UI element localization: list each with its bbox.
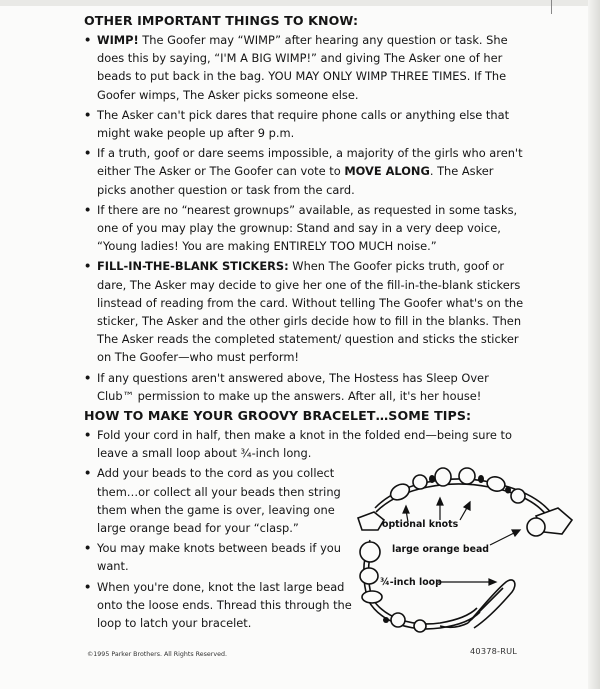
list-item-finish xyxy=(84,578,352,633)
large-orange-bead xyxy=(527,518,545,536)
loop-label: ¾-inch loop xyxy=(380,577,442,588)
bead xyxy=(360,568,378,584)
stickers-text: When The Goofer picks truth, goof or dare, The Asker may decide to give her one of the fill-in-the-blank stickers linstead of reading from the card. Without telling The Goofer what's on the sticker, The Asker and the other girls decide how to fill in the blanks. Then The Asker reads the completed statement/ question and sticks the sticker on The Goofer—who must perform! xyxy=(97,259,524,365)
bead xyxy=(360,542,380,562)
stickers-label: FILL-IN-THE-BLANK STICKERS: xyxy=(97,259,289,274)
fold-cord-text: Fold your cord in half, then make a knot in the folded end—being sure to leave a small loop about ¾-inch long. xyxy=(97,428,512,461)
bead xyxy=(362,591,382,603)
list-item-move-along xyxy=(84,144,524,199)
scan-top-edge xyxy=(0,0,600,6)
list-item-hostess xyxy=(84,369,524,405)
move-along-text: If a truth, goof or dare seems impossible, a majority of the girls who aren't either The Asker or The Goofer can vote to xyxy=(97,146,523,179)
scan-right-edge xyxy=(588,0,600,689)
bead xyxy=(391,613,405,627)
section-heading-bracelet: HOW TO MAKE YOUR GROOVY BRACELET…SOME TIPS: xyxy=(84,408,472,424)
phone-calls-text: The Asker can't pick dares that require phone calls or anything else that might wake people up after 9 p.m. xyxy=(97,107,510,141)
list-item-add-beads xyxy=(84,464,352,537)
move-along-text-end: . The Asker picks another question or task from the card. xyxy=(97,164,494,197)
list-item-grownups xyxy=(84,201,524,256)
bead xyxy=(511,489,525,503)
list-item-fold-cord xyxy=(84,426,524,462)
diagram-arrows xyxy=(403,498,520,585)
list-item-knots xyxy=(84,539,352,575)
bead xyxy=(414,620,426,632)
copyright-notice: ©1995 Parker Brothers. All Rights Reserved. xyxy=(87,651,227,658)
wimp-text: The Goofer may “WIMP” after hearing any question or task. She does this by saying, “I'M A BIG WIMP!” and giving The Asker one of her beads to put back in the bag. YOU MAY ONLY WIMP THREE TIMES. If The Goofer wimps, The Asker picks someone else. xyxy=(97,33,508,102)
list-item-wimp xyxy=(84,31,524,104)
list-item-phone-calls xyxy=(84,106,524,142)
optional-knots-label: optional knots xyxy=(382,519,459,530)
section-heading-important: OTHER IMPORTANT THINGS TO KNOW: xyxy=(84,13,359,28)
corner-mark xyxy=(551,0,562,14)
add-beads-text: Add your beads to the cord as you collect them…or collect all your beads then string them when the game is over, leaving one large orange bead for your “clasp.” xyxy=(97,466,341,536)
finish-text: When you're done, knot the last large bead onto the loose ends. Thread this through the loop to latch your bracelet. xyxy=(97,579,352,631)
grownups-text: If there are no “nearest grownups” available, as requested in some tasks, one of you may play the grownup: Stand and say in a very deep voice, “Young ladies! You are making ENTIRELY TOO MUCH noise.” xyxy=(97,202,518,254)
product-code: 40378-RUL xyxy=(470,646,518,656)
important-list xyxy=(84,31,524,405)
bracelet-diagram xyxy=(340,460,580,645)
knots-text: You may make knots between beads if you want. xyxy=(97,541,341,574)
large-orange-bead-label: large orange bead xyxy=(392,544,490,555)
list-item-stickers xyxy=(84,257,524,366)
bead xyxy=(413,475,427,489)
move-along-label: MOVE ALONG xyxy=(344,164,430,179)
hostess-text: If any questions aren't answered above, The Hostess has Sleep Over Club™ permission to make up the answers. After all, it's her house! xyxy=(97,370,489,403)
bead xyxy=(358,512,384,530)
bead xyxy=(435,468,451,486)
wimp-label: WIMP! xyxy=(97,33,139,47)
bead xyxy=(459,468,475,484)
